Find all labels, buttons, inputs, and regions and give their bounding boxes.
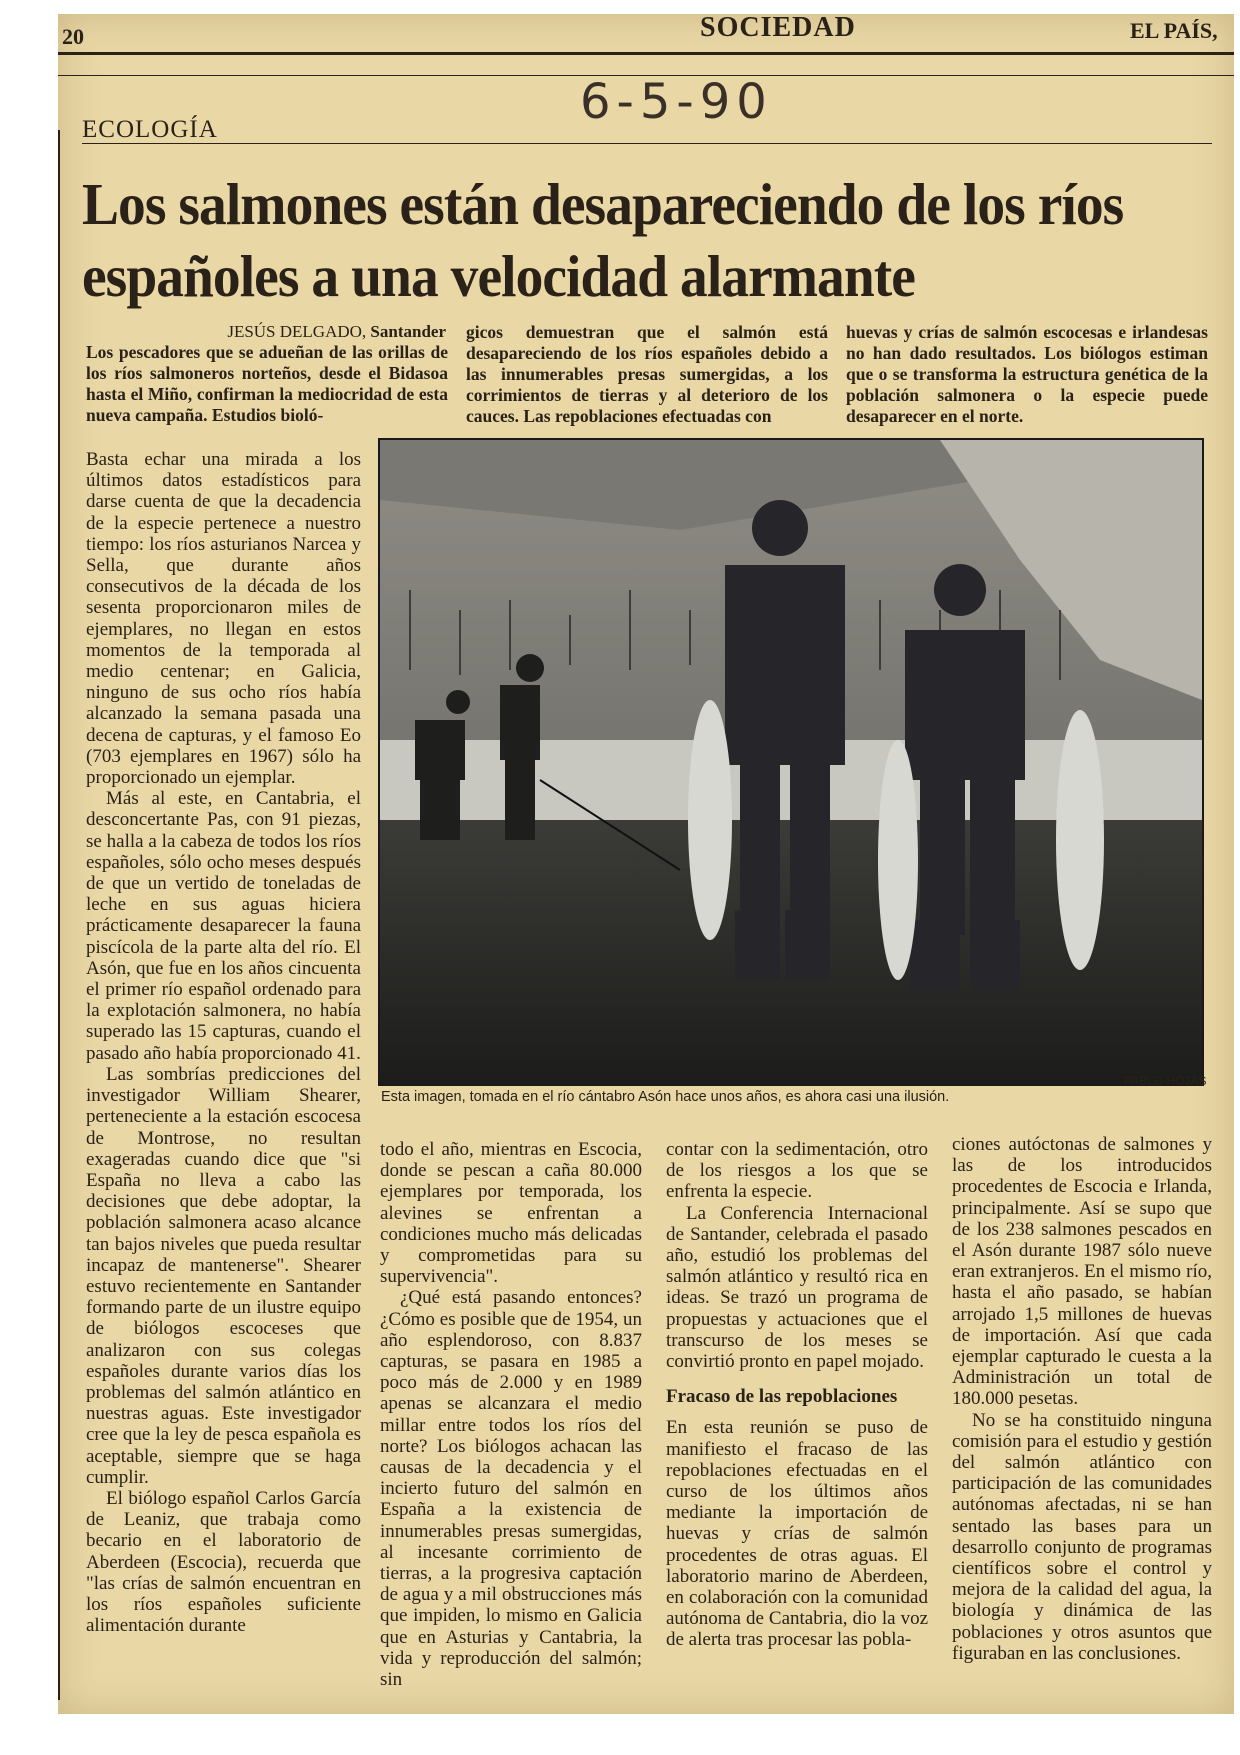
paragraph: La Conferencia Internacional de Santander, celebrada el pasado año, estudió los problemas del salmón atlántico y resultó rica en ideas. Se trazó un programa de propuestas y actuaciones que el transcurso de los meses se convirtió pronto en papel mojado. — [666, 1202, 928, 1373]
body-column-2 — [380, 1139, 642, 1690]
paragraph: Basta echar una mirada a los últimos datos estadísticos para darse cuenta de que la decadencia de la especie pertenece a nuestro tiempo: los ríos asturianos Narcea y Sella, que durante años consecutivos de la década de los sesenta proporcionaron miles de ejemplares, no llegan en estos momentos de la temporada al medio centenar; en Galicia, ninguno de sus ocho ríos había alcanzado la semana pasada una decena de capturas, y el famoso Eo (703 ejemplares en 1967) sólo ha proporcionado un ejemplar. — [86, 449, 361, 789]
photo-illustration — [380, 440, 1202, 1084]
paragraph: todo el año, mientras en Escocia, donde se pescan a caña 80.000 ejemplares por temporada, los alevines se enfrentan a condiciones mucho más delicadas y comprometidas para su supervivencia". — [380, 1139, 642, 1288]
body-column-1 — [86, 449, 361, 1636]
body-column-4 — [952, 1134, 1212, 1664]
byline — [86, 322, 446, 342]
photo-credit: PABLO HOJAS — [1124, 1074, 1207, 1088]
left-border-rule — [58, 130, 60, 1700]
paragraph: Las sombrías predicciones del investigador William Shearer, perteneciente a la estación escocesa de Montrose, no resultan exageradas cuando dice que "si España no lleva a cabo las decisiones que debe adoptar, la población salmonera acaso alcance tan bajos niveles que pueda resultar incapaz de mantenerse". Shearer estuvo recientemente en Santander formando parte de un ilustre equipo de biólogos escoceses que analizaron con sus colegas españoles durante varios días los problemas del salmón atlántico en nuestras aguas. Este investigador cree que la ley de pesca española es aceptable, siempre que se haga cumplir. — [86, 1063, 361, 1488]
page-number: 20 — [62, 24, 84, 49]
paragraph: No se ha constituido ninguna comisión para el estudio y gestión del salmón atlántico con participación de las comunidades autónomas afectadas, ni se han sentado las bases para un desarrollo conjunto de programas científicos sobre el control y mejora de la calidad del agua, la biología y dinámica de las poblaciones y otros asuntos que figuraban en las conclusiones. — [952, 1409, 1212, 1664]
newspaper-name: EL PAÍS, — [1130, 18, 1218, 43]
photo-caption: Esta imagen, tomada en el río cántabro Asón hace unos años, es ahora casi una ilusión. — [381, 1089, 950, 1105]
body-column-3 — [666, 1139, 928, 1651]
lead-column-1: Los pescadores que se adueñan de las orillas de los ríos salmoneros norteños, desde el Bidasoa hasta el Miño, confirman la mediocridad de esta nueva campaña. Estudios bioló- — [86, 342, 448, 425]
paragraph: contar con la sedimentación, otro de los riesgos a los que se enfrenta la especie. — [666, 1139, 928, 1203]
paragraph: ciones autóctonas de salmones y las de los introducidos procedentes de Escocia e Irlanda, principalmente. Así se supo que de los 238 salmones pescados en el Asón durante 1987 sólo nueve eran extranjeros. En el mismo río, hasta el año pasado, se habían arrojado 1,5 millones de huevas de importación. Así que cada ejemplar capturado le cuesta a la Administración un total de 180.000 pesetas. — [952, 1134, 1212, 1410]
headline: Los salmones están desapareciendo de los ríos españoles a una velocidad alarmante — [82, 171, 1124, 309]
section-title: SOCIEDAD — [700, 12, 856, 43]
handwritten-date: 6-5-90 — [580, 74, 773, 130]
paragraph: El biólogo español Carlos García de Leaniz, que trabaja como becario en el laboratorio de Aberdeen (Escocia), recuerda que "las crías de salmón encuentran en los ríos españoles suficiente alimentación durante — [86, 1487, 361, 1637]
kicker: ECOLOGÍA — [82, 116, 218, 143]
photo-anglers-with-salmon — [378, 438, 1207, 1088]
byline-place: Santander — [370, 322, 446, 341]
lead-column-3: huevas y crías de salmón escocesas e irlandesas no han dado resultados. Los biólogos estiman que o se transforma la estructura genética de la población salmonera o la especie puede desaparecer en el norte. — [846, 322, 1208, 426]
lead-column-2: gicos demuestran que el salmón está desapareciendo de los ríos españoles debido a las innumerables presas sumergidas, a los corrimientos de tierras y al deterioro de los cauces. Las repoblaciones efectuadas con — [466, 322, 828, 426]
subheading: Fracaso de las repoblaciones — [666, 1386, 898, 1408]
kicker-rule — [82, 143, 1212, 144]
paragraph: En esta reunión se puso de manifiesto el fracaso de las repoblaciones efectuadas en el curso de los últimos años mediante la importación de huevas y crías de salmón procedentes de otras aguas. El laboratorio marino de Aberdeen, en colaboración con la comunidad autónoma de Cantabria, dio la voz de alerta tras procesar las pobla- — [666, 1417, 928, 1651]
paragraph: Más al este, en Cantabria, el desconcertante Pas, con 91 piezas, se halla a la cabeza de todos los ríos españoles, sólo ocho meses después de que un vertido de toneladas de leche en sus aguas hiciera prácticamente desaparecer la fauna piscícola de la parte alta del río. El Asón, que fue en los años cincuenta el primer río español ordenado para la explotación salmonera, no había superado las 15 capturas, cuando el pasado año había proporcionado 41. — [86, 788, 361, 1064]
paragraph: ¿Qué está pasando entonces? ¿Cómo es posible que de 1954, un año esplendoroso, con 8.837 capturas, se pasara en 1985 a poco más de 2.000 y en 1989 apenas se alcanzara el medio millar entre todos los ríos del norte? Los biólogos achacan las causas de la decadencia y el incierto futuro del salmón en España a la existencia de innumerables presas sumergidas, al incesante corrimiento de tierras, a la progresiva captación de agua y a mil obstrucciones más que impiden, lo mismo en Galicia que en Asturias y Cantabria, la vida y reproducción del salmón; sin — [380, 1287, 642, 1691]
byline-author: JESÚS DELGADO, — [227, 322, 367, 341]
masthead-rule — [58, 52, 1234, 55]
